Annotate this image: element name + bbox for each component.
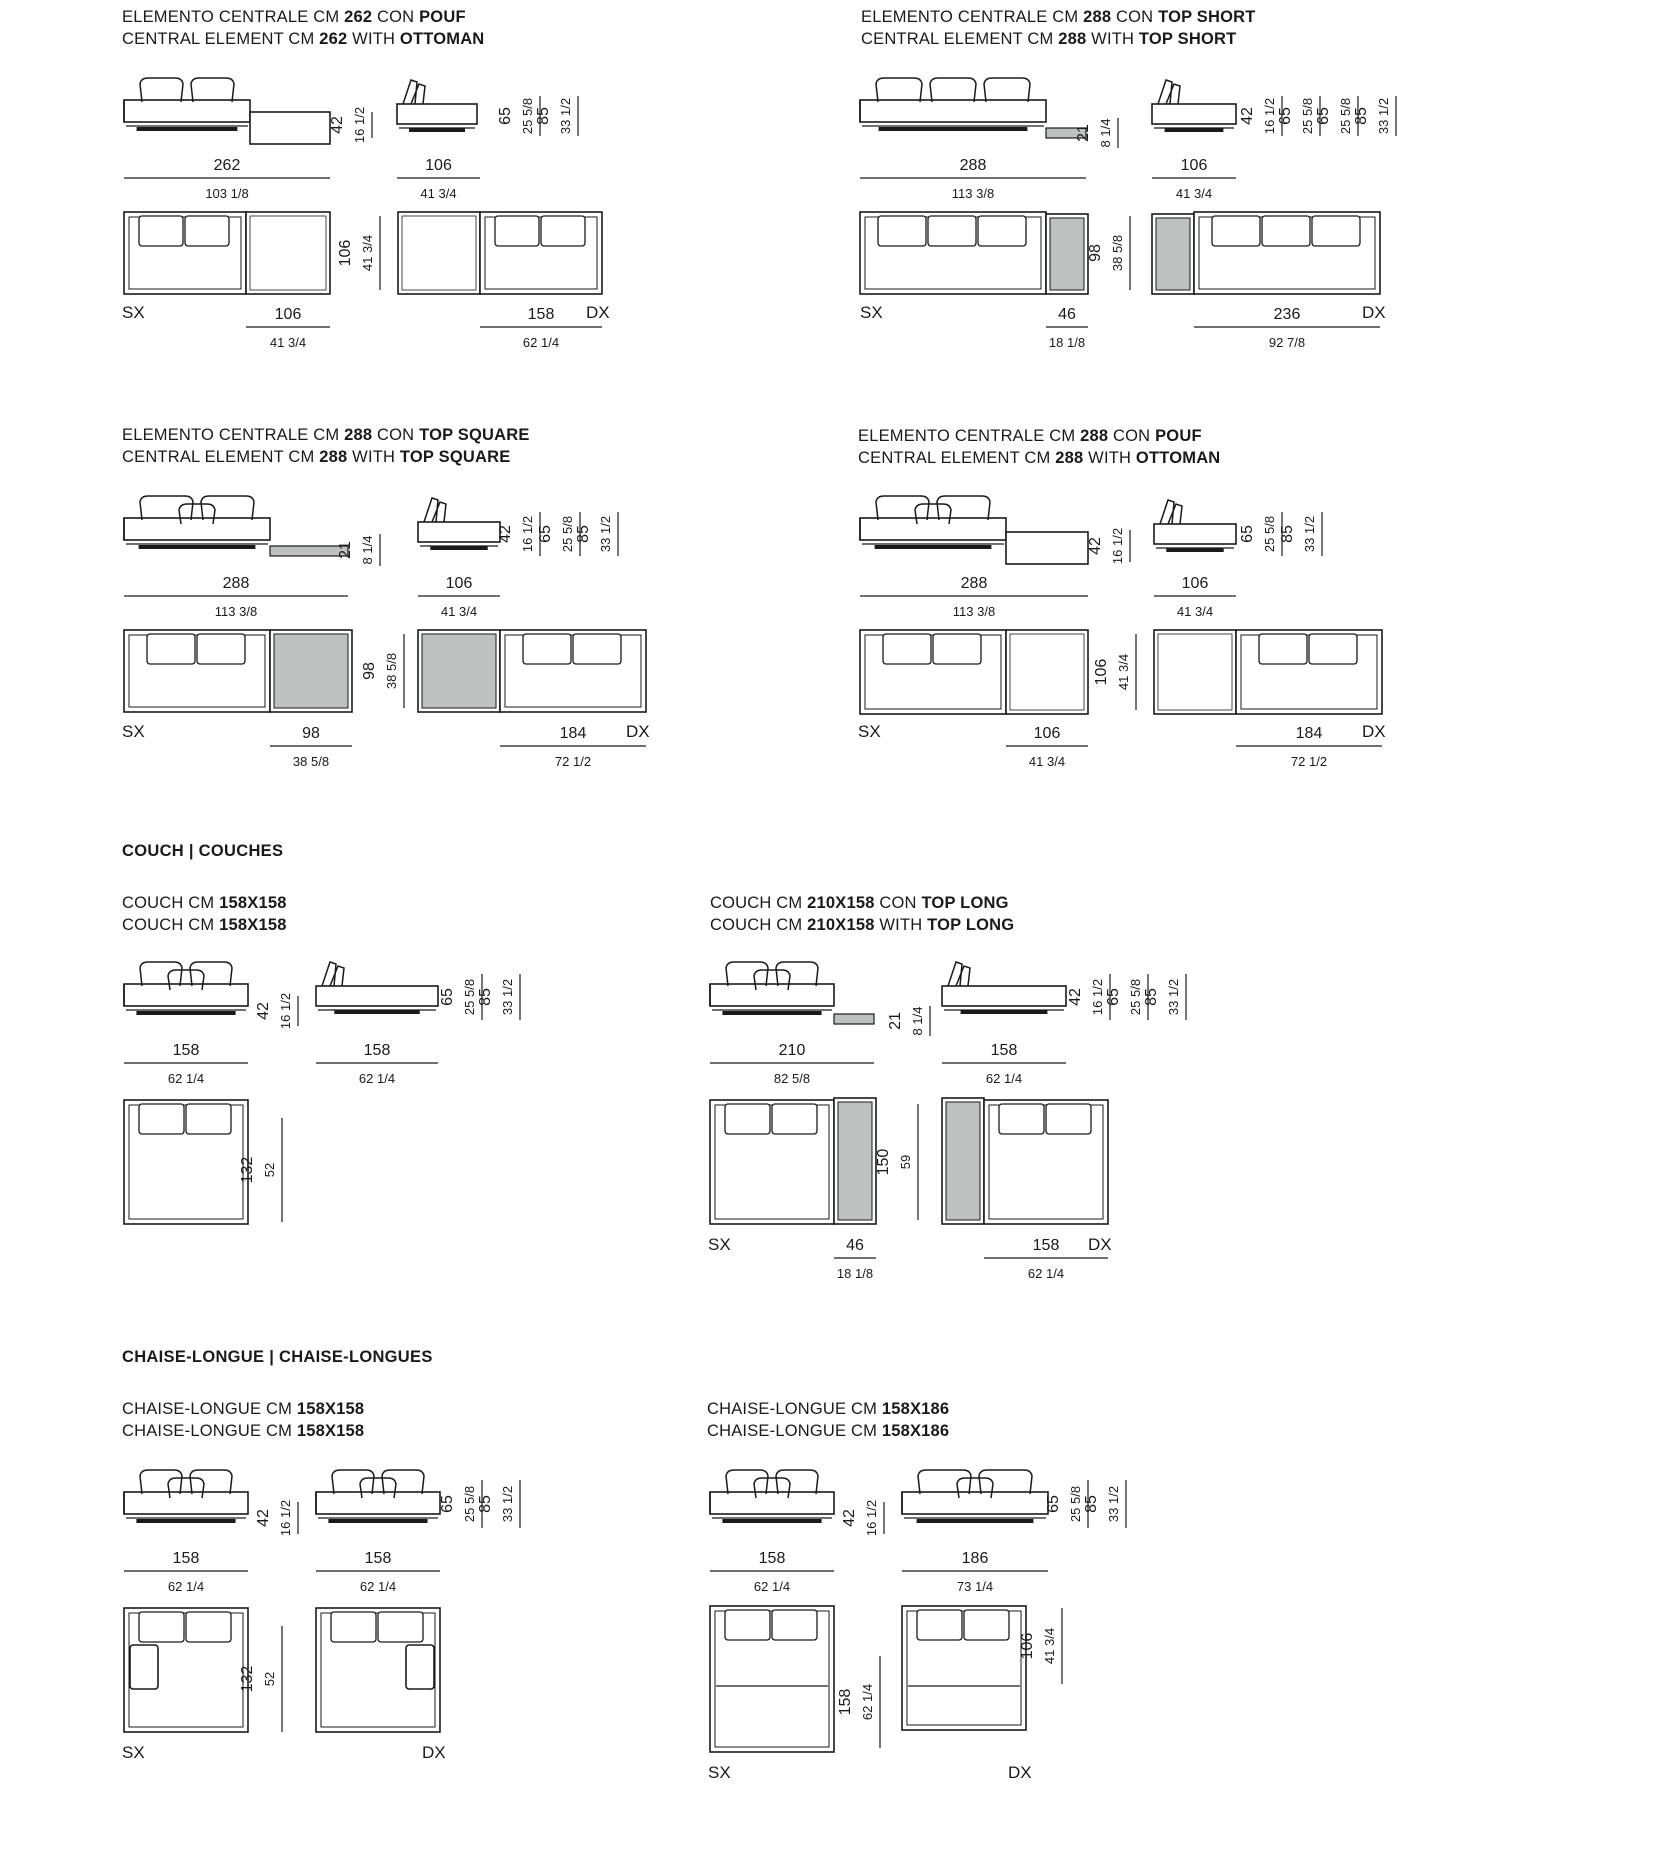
side-seat xyxy=(1154,524,1236,544)
cushion xyxy=(726,1470,768,1494)
dim-inch: 41 3/4 xyxy=(1116,653,1131,691)
plinth-shadow xyxy=(1165,128,1224,132)
dim-inch: 41 3/4 xyxy=(1028,754,1066,769)
dim-cm: 85 xyxy=(575,525,592,543)
dim-cm: 106 xyxy=(1181,575,1209,592)
cushion xyxy=(726,962,768,986)
dim-inch: 16 1/2 xyxy=(1110,527,1125,565)
dim-cm: 184 xyxy=(559,725,587,742)
side-back-cushion xyxy=(330,966,344,986)
cushion xyxy=(984,78,1030,102)
side-label: DX xyxy=(422,1743,446,1762)
dim-inch: 41 3/4 xyxy=(1175,186,1213,201)
plan-cushion xyxy=(523,634,571,664)
dim-cm: 42 xyxy=(329,116,346,134)
dim-inch: 41 3/4 xyxy=(360,234,375,272)
cushion xyxy=(332,1470,374,1494)
side-back-cushion xyxy=(956,966,970,986)
block-central-262-pouf xyxy=(122,78,610,350)
dim-inch: 103 1/8 xyxy=(205,186,249,201)
dim-cm: 42 xyxy=(1239,107,1256,125)
dim-cm: 85 xyxy=(1279,525,1296,543)
title-it: ELEMENTO CENTRALE CM 288 CON TOP SHORT xyxy=(861,8,1256,26)
dim-cm: 288 xyxy=(960,575,988,592)
dim-inch: 25 5/8 xyxy=(560,515,575,553)
dim-cm: 85 xyxy=(477,988,494,1006)
plan-cushion xyxy=(139,216,183,246)
dim-inch: 25 5/8 xyxy=(1262,515,1277,553)
panel-fill xyxy=(838,1102,872,1220)
dim-inch: 38 5/8 xyxy=(292,754,330,769)
plan-cushion xyxy=(964,1610,1009,1640)
dim-cm: 98 xyxy=(1087,244,1104,262)
dim-cm: 85 xyxy=(1143,988,1160,1006)
plan-cushion xyxy=(1262,216,1310,246)
side-back-cushion xyxy=(1168,504,1182,524)
dim-cm: 65 xyxy=(497,107,514,125)
plan-cushion xyxy=(495,216,539,246)
dim-cm: 65 xyxy=(1045,1495,1062,1513)
sofa-base xyxy=(860,518,1006,540)
plinth-shadow xyxy=(430,546,487,550)
side-seat xyxy=(397,104,477,124)
side-label: DX xyxy=(1088,1235,1112,1254)
plan-cushion xyxy=(928,216,976,246)
plan-cushion xyxy=(197,634,245,664)
plan-cushion xyxy=(878,216,926,246)
plan-cushion xyxy=(185,216,229,246)
plan-cushion xyxy=(1046,1104,1091,1134)
side-label: SX xyxy=(708,1763,731,1782)
dim-inch: 62 1/4 xyxy=(522,335,560,350)
dim-inch: 16 1/2 xyxy=(352,106,367,144)
dim-cm: 98 xyxy=(302,725,320,742)
cushion xyxy=(937,496,990,520)
cushion xyxy=(979,1470,1032,1494)
title-it: ELEMENTO CENTRALE CM 288 CON TOP SQUARE xyxy=(122,426,530,444)
plinth-shadow xyxy=(961,1010,1048,1014)
plinth-shadow xyxy=(328,1519,427,1523)
panel-fill xyxy=(274,634,348,708)
dim-inch: 62 1/4 xyxy=(860,1683,875,1721)
sofa-base xyxy=(860,100,1046,122)
dim-inch: 25 5/8 xyxy=(462,1485,477,1523)
cushion xyxy=(140,496,193,520)
dim-inch: 33 1/2 xyxy=(1376,97,1391,135)
dim-cm: 106 xyxy=(1093,658,1110,686)
side-label: SX xyxy=(122,1743,145,1762)
side-label: SX xyxy=(122,722,145,741)
dim-cm: 158 xyxy=(758,1550,786,1567)
side-label: SX xyxy=(708,1235,731,1254)
side-seat xyxy=(1152,104,1236,124)
dim-inch: 72 1/2 xyxy=(554,754,592,769)
plinth-shadow xyxy=(875,545,992,549)
plinth-shadow xyxy=(409,128,465,132)
pouf-inner xyxy=(1010,634,1084,710)
sofa-base xyxy=(124,518,270,540)
dim-cm: 85 xyxy=(1353,107,1370,125)
cushion xyxy=(140,78,183,102)
dim-cm: 106 xyxy=(1180,157,1208,174)
couch-210x158-top-long xyxy=(708,962,1186,1281)
dim-cm: 132 xyxy=(239,1665,256,1693)
title-it: ELEMENTO CENTRALE CM 262 CON POUF xyxy=(122,8,466,26)
block-central-288-top-short xyxy=(860,78,1396,350)
panel-fill xyxy=(1050,218,1084,290)
title-en: CENTRAL ELEMENT CM 288 WITH TOP SHORT xyxy=(861,30,1237,48)
dim-cm: 42 xyxy=(255,1002,272,1020)
dim-cm: 158 xyxy=(172,1042,200,1059)
block-central-288-top-square xyxy=(122,496,650,769)
dim-inch: 33 1/2 xyxy=(1166,978,1181,1016)
dim-cm: 158 xyxy=(364,1550,392,1567)
dim-inch: 62 1/4 xyxy=(1027,1266,1065,1281)
dim-inch: 41 3/4 xyxy=(1176,604,1214,619)
dim-inch: 52 xyxy=(262,1671,277,1687)
plinth-shadow xyxy=(917,1519,1034,1523)
pouf-front xyxy=(250,112,330,144)
sofa-base xyxy=(124,984,248,1006)
dim-inch: 41 3/4 xyxy=(420,186,457,201)
dim-inch: 33 1/2 xyxy=(558,97,573,135)
cushion xyxy=(140,962,182,986)
dim-inch: 16 1/2 xyxy=(864,1499,879,1537)
side-back-cushion xyxy=(424,498,438,522)
dim-inch: 33 1/2 xyxy=(500,978,515,1016)
dim-inch: 8 1/4 xyxy=(360,535,375,565)
pouf-inner xyxy=(402,216,476,290)
dim-inch: 16 1/2 xyxy=(520,515,535,553)
dim-inch: 62 1/4 xyxy=(359,1579,397,1594)
dim-inch: 62 1/4 xyxy=(167,1579,205,1594)
dim-cm: 85 xyxy=(535,107,552,125)
chaise-arm-cushion xyxy=(130,1645,158,1689)
dim-cm: 65 xyxy=(439,988,456,1006)
plan-cushion xyxy=(331,1612,376,1642)
dim-inch: 8 1/4 xyxy=(910,1006,925,1036)
dim-cm: 158 xyxy=(837,1688,854,1716)
dim-inch: 38 5/8 xyxy=(1110,234,1125,272)
title-couch-1: COUCH CM 158X158 COUCH CM 158X158 xyxy=(122,894,287,934)
plinth-shadow xyxy=(722,1011,821,1015)
title-chaise-1: CHAISE-LONGUE CM 158X158 CHAISE-LONGUE CM 158X158 xyxy=(122,1400,365,1440)
block-central-288-pouf xyxy=(858,496,1386,769)
plan-cushion xyxy=(978,216,1026,246)
dim-inch: 72 1/2 xyxy=(1290,754,1328,769)
dim-cm: 46 xyxy=(1058,306,1076,323)
panel-fill xyxy=(1156,218,1190,290)
plinth-shadow xyxy=(334,1010,419,1014)
panel-fill xyxy=(946,1102,980,1220)
side-back-cushion xyxy=(948,962,962,986)
dim-inch: 33 1/2 xyxy=(500,1485,515,1523)
dim-cm: 106 xyxy=(425,157,452,174)
side-back-cushion xyxy=(1158,80,1172,104)
dim-inch: 18 1/8 xyxy=(1048,335,1086,350)
plan-cushion xyxy=(378,1612,423,1642)
dim-cm: 288 xyxy=(959,157,987,174)
plinth-shadow xyxy=(139,545,256,549)
pouf-inner xyxy=(250,216,326,290)
dim-inch: 92 7/8 xyxy=(1268,335,1306,350)
side-back-cushion xyxy=(403,80,417,104)
dim-cm: 98 xyxy=(361,662,378,680)
side-label: DX xyxy=(1362,722,1386,741)
dim-cm: 150 xyxy=(875,1148,892,1176)
sofa-base xyxy=(316,1492,440,1514)
title-en: CENTRAL ELEMENT CM 288 WITH TOP SQUARE xyxy=(122,448,511,466)
dim-cm: 158 xyxy=(172,1550,200,1567)
dim-cm: 42 xyxy=(841,1509,858,1527)
dim-inch: 25 5/8 xyxy=(1338,97,1353,135)
cushion xyxy=(201,496,254,520)
dim-inch: 25 5/8 xyxy=(1300,97,1315,135)
dim-inch: 25 5/8 xyxy=(520,97,535,135)
plinth-shadow xyxy=(136,1519,235,1523)
panel-fill xyxy=(422,634,496,708)
plan-cushion xyxy=(999,1104,1044,1134)
sofa-base xyxy=(710,984,834,1006)
side-back-cushion xyxy=(1166,84,1180,104)
side-label: DX xyxy=(1008,1763,1032,1782)
sofa-base xyxy=(124,1492,248,1514)
dim-cm: 106 xyxy=(337,239,354,267)
dim-inch: 16 1/2 xyxy=(1090,978,1105,1016)
chaise-arm-cushion xyxy=(406,1645,434,1689)
dim-cm: 42 xyxy=(1067,988,1084,1006)
cushion xyxy=(191,78,234,102)
title-en: CENTRAL ELEMENT CM 262 WITH OTTOMAN xyxy=(122,30,485,48)
plinth-shadow xyxy=(879,127,1028,131)
dim-cm: 132 xyxy=(239,1156,256,1184)
dim-inch: 16 1/2 xyxy=(278,1499,293,1537)
dim-inch: 59 xyxy=(898,1154,913,1170)
dim-inch: 41 3/4 xyxy=(440,604,478,619)
dim-inch: 62 1/4 xyxy=(753,1579,791,1594)
dim-inch: 18 1/8 xyxy=(836,1266,874,1281)
couch-158x158 xyxy=(124,962,520,1224)
section-heading-chaise: CHAISE-LONGUE | CHAISE-LONGUES xyxy=(122,1348,433,1366)
plan-cushion xyxy=(1259,634,1307,664)
dim-cm: 85 xyxy=(1083,1495,1100,1513)
dim-cm: 21 xyxy=(887,1012,904,1030)
cushion xyxy=(140,1470,182,1494)
plan-cushion xyxy=(573,634,621,664)
dim-cm: 288 xyxy=(222,575,250,592)
title-couch-2: COUCH CM 210X158 CON TOP LONG COUCH CM 210X158 WITH TOP LONG xyxy=(710,894,1015,934)
dim-cm: 186 xyxy=(961,1550,989,1567)
chaise-158x186 xyxy=(708,1470,1126,1782)
title-it: ELEMENTO CENTRALE CM 288 CON POUF xyxy=(858,427,1202,445)
dim-cm: 236 xyxy=(1273,306,1301,323)
dim-cm: 46 xyxy=(846,1237,864,1254)
dim-cm: 65 xyxy=(439,1495,456,1513)
side-label: DX xyxy=(1362,303,1386,322)
plan-cushion xyxy=(139,1612,184,1642)
plan-cushion xyxy=(541,216,585,246)
dim-cm: 106 xyxy=(445,575,473,592)
dim-cm: 106 xyxy=(1033,725,1061,742)
plan-cushion xyxy=(1212,216,1260,246)
side-back-cushion xyxy=(432,502,446,522)
side-back-cushion xyxy=(411,84,425,104)
dim-inch: 33 1/2 xyxy=(1302,515,1317,553)
dim-inch: 62 1/4 xyxy=(985,1071,1023,1086)
plan-cushion xyxy=(1309,634,1357,664)
dim-cm: 42 xyxy=(497,525,514,543)
dim-inch: 73 1/4 xyxy=(956,1579,994,1594)
cushion xyxy=(190,962,232,986)
cushion xyxy=(918,1470,971,1494)
plinth-shadow xyxy=(722,1519,821,1523)
sofa-base xyxy=(124,100,250,122)
dim-cm: 158 xyxy=(527,306,555,323)
dim-cm: 262 xyxy=(213,157,241,174)
dim-inch: 16 1/2 xyxy=(1262,97,1277,135)
plan-cushion xyxy=(186,1104,231,1134)
dim-cm: 65 xyxy=(537,525,554,543)
dim-inch: 113 3/8 xyxy=(214,604,258,619)
section-heading-couch: COUCH | COUCHES xyxy=(122,842,284,860)
dim-cm: 184 xyxy=(1295,725,1323,742)
cushion xyxy=(876,496,929,520)
cushion xyxy=(776,1470,818,1494)
side-label: DX xyxy=(586,303,610,322)
dim-cm: 42 xyxy=(1087,537,1104,555)
title-en: CENTRAL ELEMENT CM 288 WITH OTTOMAN xyxy=(858,449,1221,467)
plan-cushion xyxy=(772,1610,817,1640)
sofa-base xyxy=(902,1492,1048,1514)
dim-inch: 113 3/8 xyxy=(951,186,995,201)
plan-cushion xyxy=(933,634,981,664)
side-label: SX xyxy=(860,303,883,322)
side-label: DX xyxy=(626,722,650,741)
dim-inch: 62 1/4 xyxy=(358,1071,396,1086)
dim-inch: 25 5/8 xyxy=(462,978,477,1016)
plan-cushion xyxy=(725,1610,770,1640)
pouf-front xyxy=(1006,532,1088,564)
title-chaise-2: CHAISE-LONGUE CM 158X186 CHAISE-LONGUE CM 158X186 xyxy=(707,1400,950,1440)
plan-cushion xyxy=(147,634,195,664)
plan-cushion xyxy=(917,1610,962,1640)
plan-cushion xyxy=(139,1104,184,1134)
dim-inch: 82 5/8 xyxy=(773,1071,811,1086)
cushion xyxy=(876,78,922,102)
cushion xyxy=(776,962,818,986)
dim-cm: 85 xyxy=(477,1495,494,1513)
dim-inch: 41 3/4 xyxy=(1042,1627,1057,1665)
plan-cushion xyxy=(186,1612,231,1642)
dim-inch: 62 1/4 xyxy=(167,1071,205,1086)
cushion xyxy=(930,78,976,102)
plan-cushion xyxy=(883,634,931,664)
side-back-cushion xyxy=(322,962,336,986)
chaise-158x158 xyxy=(122,1470,520,1762)
pouf-inner xyxy=(1158,634,1232,710)
dim-cm: 65 xyxy=(1277,107,1294,125)
dim-inch: 33 1/2 xyxy=(1106,1485,1121,1523)
dim-inch: 16 1/2 xyxy=(278,992,293,1030)
dim-cm: 210 xyxy=(778,1042,806,1059)
top-long-front xyxy=(834,1014,874,1024)
dim-inch: 52 xyxy=(262,1162,277,1178)
side-seat xyxy=(942,986,1066,1006)
dim-inch: 113 3/8 xyxy=(952,604,996,619)
dim-cm: 158 xyxy=(1032,1237,1060,1254)
plan-cushion xyxy=(1312,216,1360,246)
dim-cm: 106 xyxy=(1019,1632,1036,1660)
side-seat xyxy=(316,986,438,1006)
sofa-base xyxy=(710,1492,834,1514)
dim-cm: 21 xyxy=(337,541,354,559)
dim-cm: 65 xyxy=(1105,988,1122,1006)
dim-cm: 158 xyxy=(990,1042,1018,1059)
dim-inch: 33 1/2 xyxy=(598,515,613,553)
dim-cm: 65 xyxy=(1239,525,1256,543)
side-label: SX xyxy=(858,722,881,741)
dim-inch: 25 5/8 xyxy=(1068,1485,1083,1523)
dim-cm: 65 xyxy=(1315,107,1332,125)
dim-inch: 41 3/4 xyxy=(269,335,307,350)
cushion xyxy=(382,1470,424,1494)
dim-cm: 106 xyxy=(274,306,302,323)
dim-cm: 42 xyxy=(255,1509,272,1527)
plan-cushion xyxy=(725,1104,770,1134)
plinth-shadow xyxy=(1166,548,1223,552)
side-back-cushion xyxy=(1160,500,1174,524)
cushion xyxy=(190,1470,232,1494)
side-label: SX xyxy=(122,303,145,322)
dim-inch: 8 1/4 xyxy=(1098,118,1113,148)
dim-inch: 38 5/8 xyxy=(384,652,399,690)
dim-inch: 25 5/8 xyxy=(1128,978,1143,1016)
dim-cm: 158 xyxy=(363,1042,391,1059)
plan-cushion xyxy=(772,1104,817,1134)
plinth-shadow xyxy=(136,1011,235,1015)
plinth-shadow xyxy=(137,127,238,131)
side-seat xyxy=(418,522,500,542)
dim-cm: 21 xyxy=(1075,124,1092,142)
